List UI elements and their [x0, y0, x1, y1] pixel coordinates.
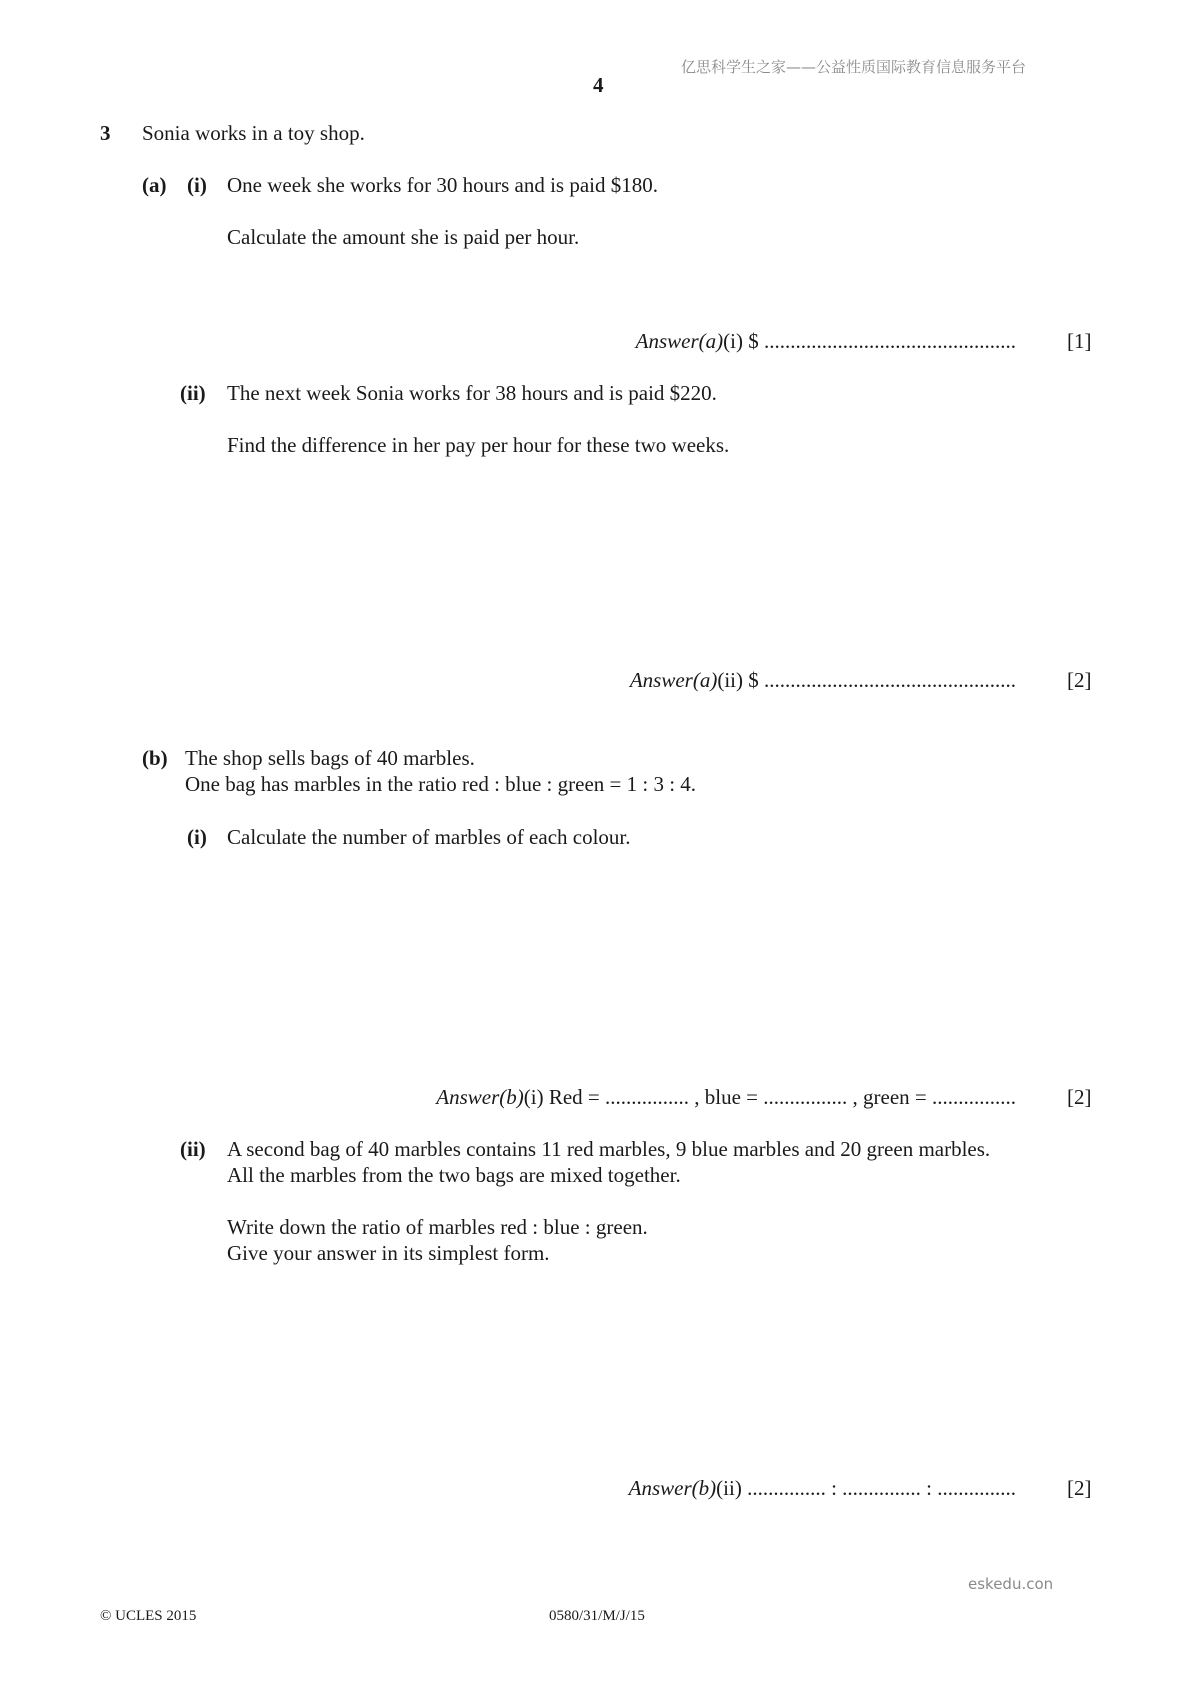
part-b-ii-text-3: Write down the ratio of marbles red : blue : green.: [227, 1215, 648, 1239]
answer-b-ii-blanks[interactable]: (ii) ............... : ............... : ...............: [716, 1476, 1016, 1500]
part-b-ii-label: (ii): [180, 1137, 206, 1161]
answer-b-ii-prefix: Answer(b): [628, 1476, 717, 1500]
answer-b-i-prefix: Answer(b): [436, 1085, 524, 1109]
answer-a-i-line: [636, 329, 1016, 354]
marks-b-i: [2]: [1067, 1085, 1092, 1109]
answer-a-i-blank[interactable]: (i) $ ................................................: [723, 329, 1016, 353]
watermark-footer: eskedu.con: [968, 1575, 1054, 1593]
part-b-label: (b): [142, 746, 168, 770]
part-b-text-1: The shop sells bags of 40 marbles.: [185, 746, 475, 770]
part-b-ii-text-4: Give your answer in its simplest form.: [227, 1241, 550, 1265]
part-b-ii-text-2: All the marbles from the two bags are mixed together.: [227, 1163, 681, 1187]
question-number: 3: [100, 121, 111, 145]
watermark-header: 亿思科学生之家——公益性质国际教育信息服务平台: [681, 58, 1027, 76]
part-a-ii-label: (ii): [180, 381, 206, 405]
part-a-ii-text: The next week Sonia works for 38 hours and is paid $220.: [227, 381, 717, 405]
marks-a-ii: [2]: [1067, 668, 1092, 692]
part-a-i-instruction: Calculate the amount she is paid per hour.: [227, 225, 580, 249]
part-a-ii-instruction: Find the difference in her pay per hour for these two weeks.: [227, 433, 730, 457]
question-intro: Sonia works in a toy shop.: [142, 121, 365, 145]
answer-a-i-prefix: Answer(a): [635, 329, 724, 353]
footer-copyright: © UCLES 2015: [100, 1608, 197, 1624]
answer-b-ii-line: [629, 1476, 1016, 1501]
marks-b-ii: [2]: [1067, 1476, 1092, 1500]
answer-a-ii-blank[interactable]: (ii) $ ................................................: [717, 668, 1016, 692]
answer-a-ii-prefix: Answer(a): [629, 668, 718, 692]
footer-paper-code: 0580/31/M/J/15: [549, 1608, 645, 1624]
answer-b-i-blanks[interactable]: (i) Red = ................ , blue = ................ , green = ................: [523, 1085, 1016, 1109]
page-number: 4: [593, 73, 604, 97]
answer-b-i-line: [436, 1085, 1016, 1110]
part-a-i-label: (i): [187, 173, 207, 197]
part-b-ii-text-1: A second bag of 40 marbles contains 11 red marbles, 9 blue marbles and 20 green marbles.: [227, 1137, 991, 1161]
part-a-label: (a): [142, 173, 167, 197]
part-b-text-2: One bag has marbles in the ratio red : blue : green = 1 : 3 : 4.: [185, 772, 697, 796]
part-a-i-text: One week she works for 30 hours and is paid $180.: [227, 173, 659, 197]
marks-a-i: [1]: [1067, 329, 1092, 353]
answer-a-ii-line: [630, 668, 1016, 693]
part-b-i-label: (i): [187, 825, 207, 849]
part-b-i-text: Calculate the number of marbles of each colour.: [227, 825, 631, 849]
